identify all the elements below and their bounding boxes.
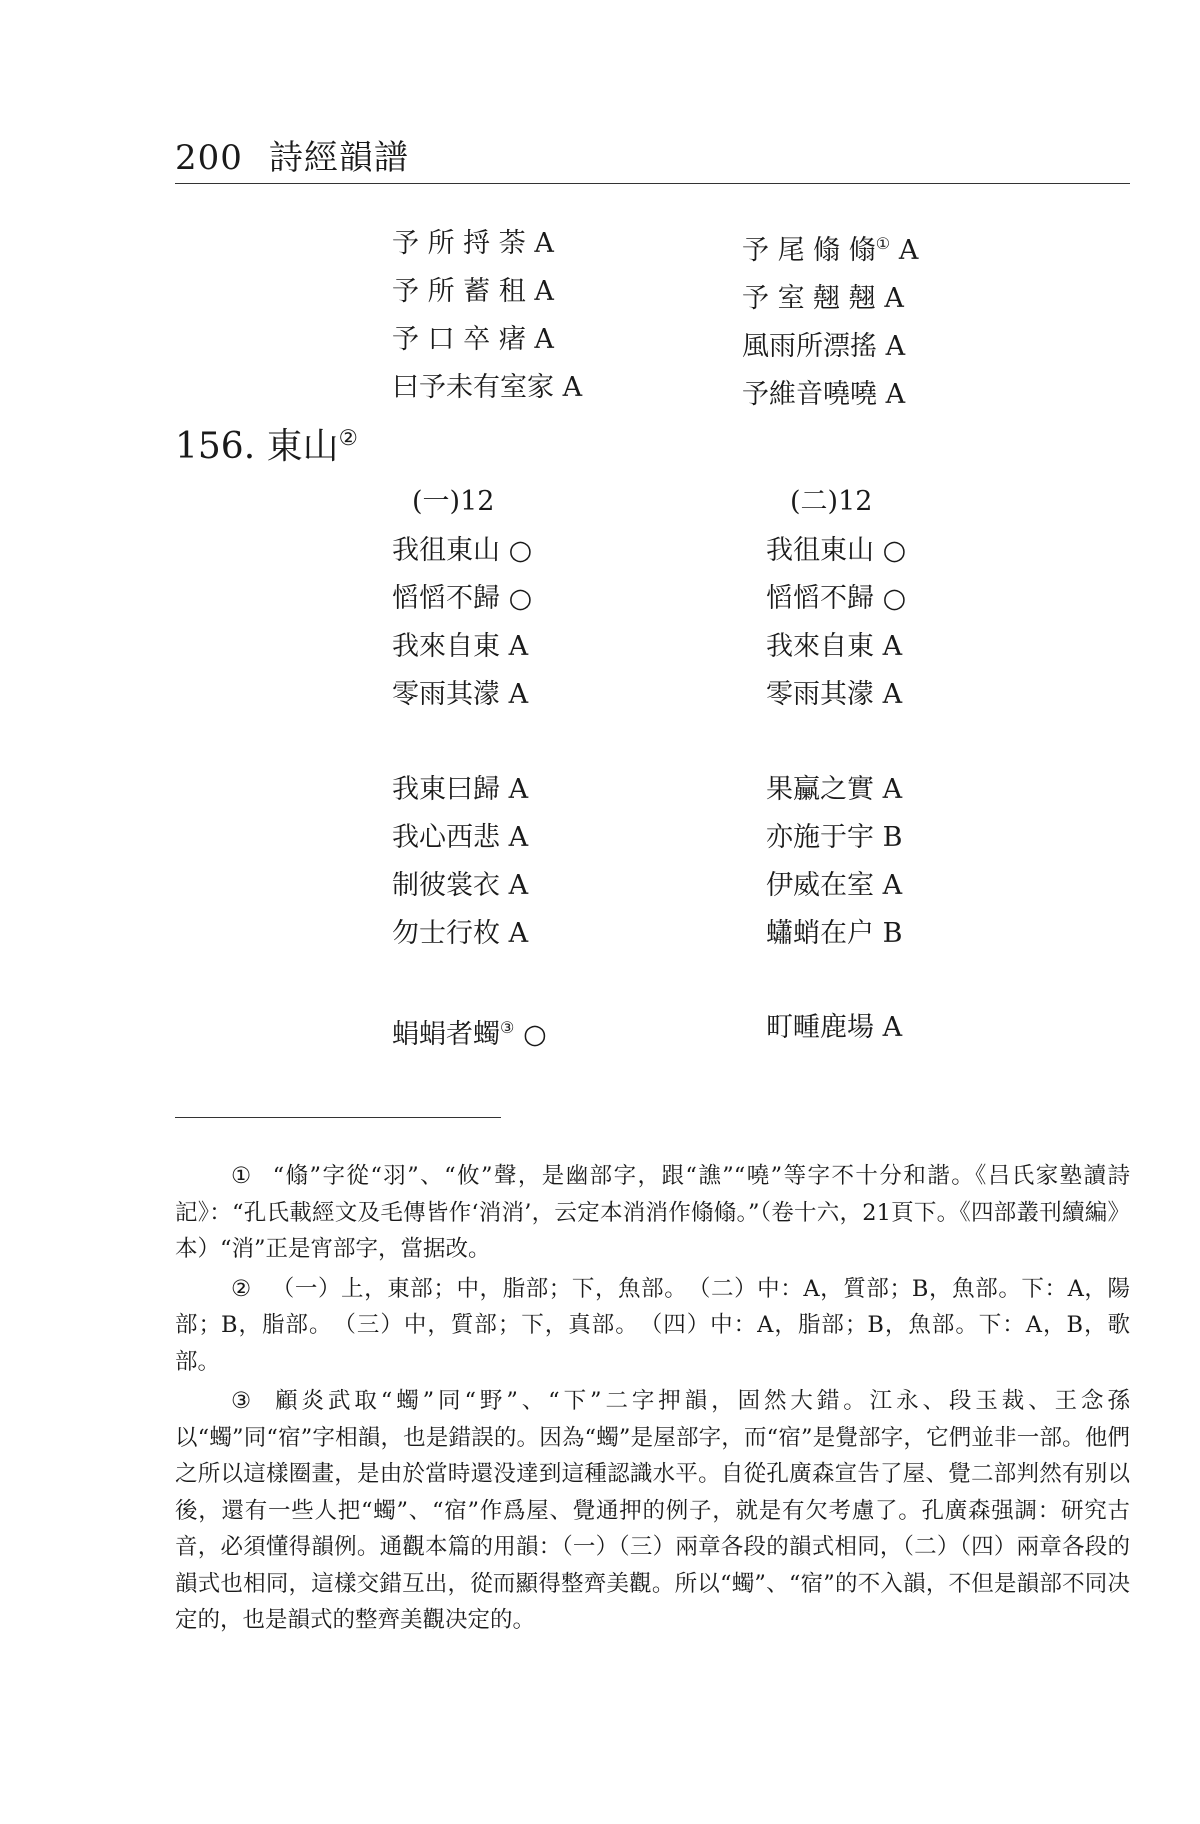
poem-line: 我心西悲 A [392,822,529,853]
poem-line: 慆慆不歸 ○ [392,583,533,614]
stanza-right-group-1 [766,527,906,719]
footnotes [175,1158,1130,1642]
section-title: 156. 東山② [175,426,358,467]
book-title: 詩經韻譜 [268,138,409,178]
poem-line: 制彼裳衣 A [392,870,529,901]
poem-line: 予 所 捋 荼 A [392,228,554,259]
poem-line: 零雨其濛 A [766,679,903,710]
top-poem-left-column [392,220,582,412]
poem-line: 果臝之實 A [766,774,903,805]
footnote-mark: ① [231,1163,253,1189]
footnote-mark: ③ [231,1388,256,1414]
footnote-ref: ② [338,426,358,451]
poem-line: 伊威在室 A [766,870,903,901]
page-header [175,130,409,179]
poem-line: 予維音嘵嘵 A [742,379,906,410]
page-number: 200 [175,138,243,178]
stanza-right-group-3 [766,1004,902,1052]
footnote-ref: ① [875,234,891,253]
footnote-text: 顧炎武取“蠋”同“野”、“下”二字押韻，固然大錯。江永、段玉裁、王念孫以“蠋”同“宿”字相韻，也是錯誤的。因為“蠋”是屋部字，而“宿”是覺部字，它們並非一部。他們之所以這樣圈畫，是由於當時還没達到這種認識水平。自從孔廣森宣告了屋、覺二部判然有别以後，還有一些人把“蠋”、“宿”作爲屋、覺通押的例子，就是有欠考慮了。孔廣森强調：研究古音，必須懂得韻例。通觀本篇的用韻：（一）（三）兩章各段的韻式相同，（二）（四）兩章各段的韻式也相同，這樣交錯互出，從而顯得整齊美觀。所以“蠋”、“宿”的不入韻，不但是韻部不同决定的，也是韻式的整齊美觀决定的。 [175,1388,1130,1633]
poem-line: 我東曰歸 A [392,774,529,805]
stanza-left-group-3 [392,1004,547,1059]
poem-line: 曰予未有室家 A [392,372,583,403]
poem-line: 予 尾 翛 翛① A [742,234,919,266]
poem-line: 予 所 蓄 租 A [392,276,554,307]
footnote-ref: ③ [500,1018,515,1037]
poem-line: 慆慆不歸 ○ [766,583,907,614]
top-poem-right-column [742,220,918,419]
footnote-rule [175,1117,501,1118]
stanza-left-group-1 [392,527,532,719]
poem-line: 町畽鹿場 A [766,1012,903,1043]
poem-line: 勿士行枚 A [392,918,529,949]
poem-line: 風雨所漂搖 A [742,331,906,362]
footnote-text: （一）上，東部；中，脂部；下，魚部。 （二）中：A，質部；B，魚部。下：A，陽部；B，脂部。 （三）中，質部；下，真部。 （四）中：A，脂部；B，魚部。下：A，B，歌部。 [175,1275,1130,1375]
poem-line: 蠨蛸在户 B [766,918,903,949]
poem-line: 我來自東 A [766,631,903,662]
stanza-header-right: (二)12 [790,486,873,517]
poem-line: 零雨其濛 A [392,679,529,710]
stanza-left-group-2 [392,766,528,958]
poem-line: 予 口 卒 瘏 A [392,324,554,355]
footnote-text: “翛”字從“羽”、“攸”聲，是幽部字，跟“譙”“嘵”等字不十分和諧。《吕氏家塾讀詩記》：“孔氏載經文及毛傳皆作‘消消’，云定本消消作翛翛。”（卷十六，21頁下。《四部叢刊續編》本）“消”正是宵部字，當据改。 [175,1163,1131,1262]
poem-line: 予 室 翹 翹 A [742,283,904,314]
footnote-2 [175,1271,1130,1381]
poem-line: 我徂東山 ○ [766,535,907,566]
poem-line: 蜎蜎者蠋③ ○ [392,1018,547,1050]
footnote-mark: ② [231,1275,252,1302]
poem-line: 我來自東 A [392,631,529,662]
poem-line: 我徂東山 ○ [392,535,533,566]
footnote-3 [175,1383,1130,1639]
footnote-1 [175,1158,1130,1268]
stanza-header-left: (一)12 [412,486,495,517]
header-rule [175,183,1130,184]
poem-line: 亦施于宇 B [766,822,903,853]
stanza-right-group-2 [766,766,902,958]
